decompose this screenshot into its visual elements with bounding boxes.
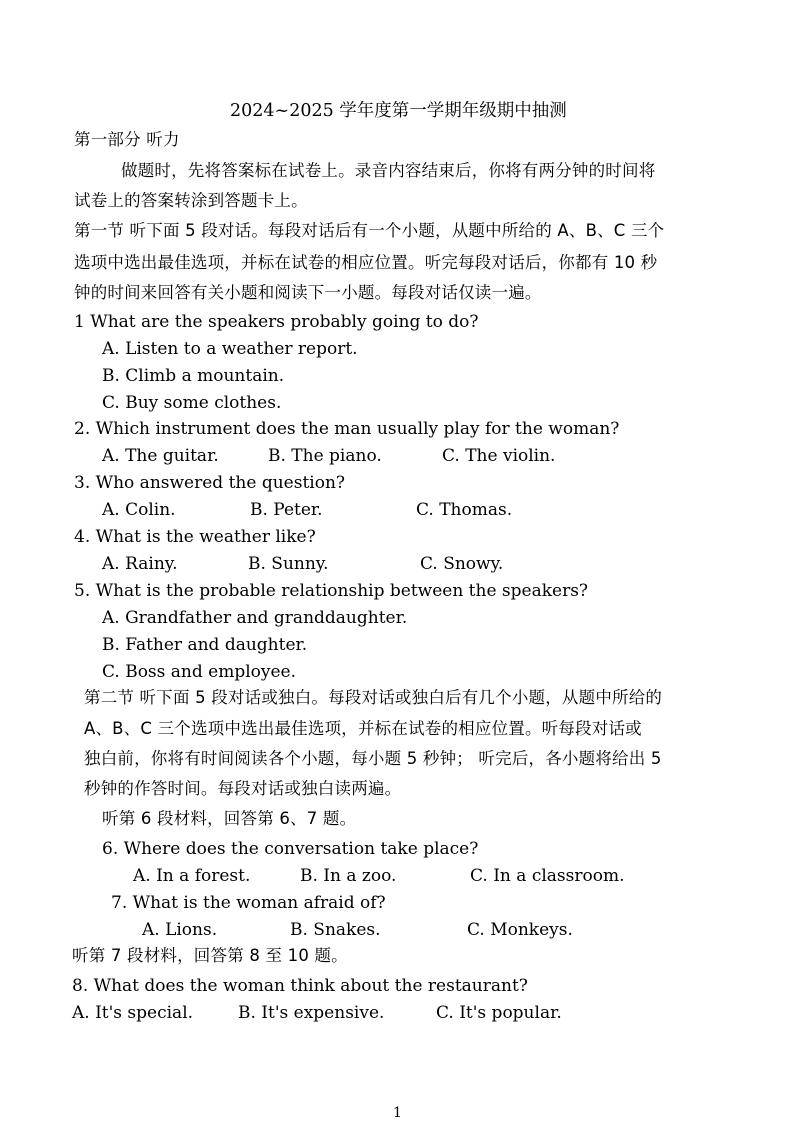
q4-option-c: C. Snowy. — [420, 554, 504, 574]
part1-heading: 第一部分 听力 — [74, 130, 180, 149]
q7-option-b: B. Snakes. — [290, 920, 381, 940]
q2-question: 2. Which instrument does the man usually play for the woman? — [74, 419, 620, 439]
q3-option-b: B. Peter. — [250, 500, 323, 520]
q8-question: 8. What does the woman think about the restaurant? — [72, 976, 528, 996]
material7-heading: 听第 7 段材料，回答第 8 至 10 题。 — [72, 946, 348, 965]
section1-line-3: 钟的时间来回答有关小题和阅读下一小题。每段对话仅读一遍。 — [74, 283, 542, 302]
q3-question: 3. Who answered the question? — [74, 473, 346, 493]
section2-line-1: 第二节 听下面 5 段对话或独白。每段对话或独白后有几个小题，从题中所给的 — [84, 688, 663, 707]
q8-option-b: B. It's expensive. — [238, 1003, 385, 1023]
q1-question: 1 What are the speakers probably going to do? — [74, 312, 479, 332]
q4-question: 4. What is the weather like? — [74, 527, 316, 547]
q7-option-c: C. Monkeys. — [467, 920, 573, 940]
q8-option-c: C. It's popular. — [436, 1003, 562, 1023]
q1-option-b: B. Climb a mountain. — [102, 366, 285, 386]
section1-line-1: 第一节 听下面 5 段对话。每段对话后有一个小题，从题中所给的 A、B、C 三个 — [74, 221, 665, 240]
q5-question: 5. What is the probable relationship between the speakers? — [74, 581, 589, 601]
q6-option-a: A. In a forest. — [133, 866, 251, 886]
q7-option-a: A. Lions. — [142, 920, 218, 940]
q7-question: 7. What is the woman afraid of? — [111, 893, 386, 913]
section2-line-3: 独白前，你将有时间阅读各个小题，每小题 5 秒钟； 听完后，各小题将给出 5 — [84, 749, 662, 768]
exam-title: 2024~2025 学年度第一学期年级期中抽测 — [230, 101, 567, 121]
section2-line-2: A、B、C 三个选项中选出最佳选项，并标在试卷的相应位置。听每段对话或 — [84, 719, 642, 738]
q5-option-c: C. Boss and employee. — [102, 662, 297, 682]
q6-option-c: C. In a classroom. — [470, 866, 625, 886]
q2-option-c: C. The violin. — [442, 446, 556, 466]
q1-option-a: A. Listen to a weather report. — [102, 339, 358, 359]
q3-option-a: A. Colin. — [102, 500, 176, 520]
instructions-line-2: 试卷上的答案转涂到答题卡上。 — [74, 191, 308, 210]
q6-option-b: B. In a zoo. — [300, 866, 397, 886]
section1-line-2: 选项中选出最佳选项，并标在试卷的相应位置。听完每段对话后，你都有 10 秒 — [74, 253, 658, 272]
q2-option-b: B. The piano. — [268, 446, 382, 466]
q4-option-a: A. Rainy. — [102, 554, 178, 574]
page-number: 1 — [393, 1105, 402, 1121]
material6-heading: 听第 6 段材料，回答第 6、7 题。 — [102, 809, 357, 828]
section2-line-4: 秒钟的作答时间。每段对话或独白读两遍。 — [84, 779, 402, 798]
q1-option-c: C. Buy some clothes. — [102, 393, 282, 413]
q8-option-a: A. It's special. — [72, 1003, 194, 1023]
q5-option-a: A. Grandfather and granddaughter. — [102, 608, 408, 628]
instructions-line-1: 做题时，先将答案标在试卷上。录音内容结束后，你将有两分钟的时间将 — [121, 161, 656, 180]
q4-option-b: B. Sunny. — [248, 554, 329, 574]
q3-option-c: C. Thomas. — [416, 500, 513, 520]
q5-option-b: B. Father and daughter. — [102, 635, 308, 655]
q2-option-a: A. The guitar. — [102, 446, 219, 466]
q6-question: 6. Where does the conversation take place? — [102, 839, 479, 859]
